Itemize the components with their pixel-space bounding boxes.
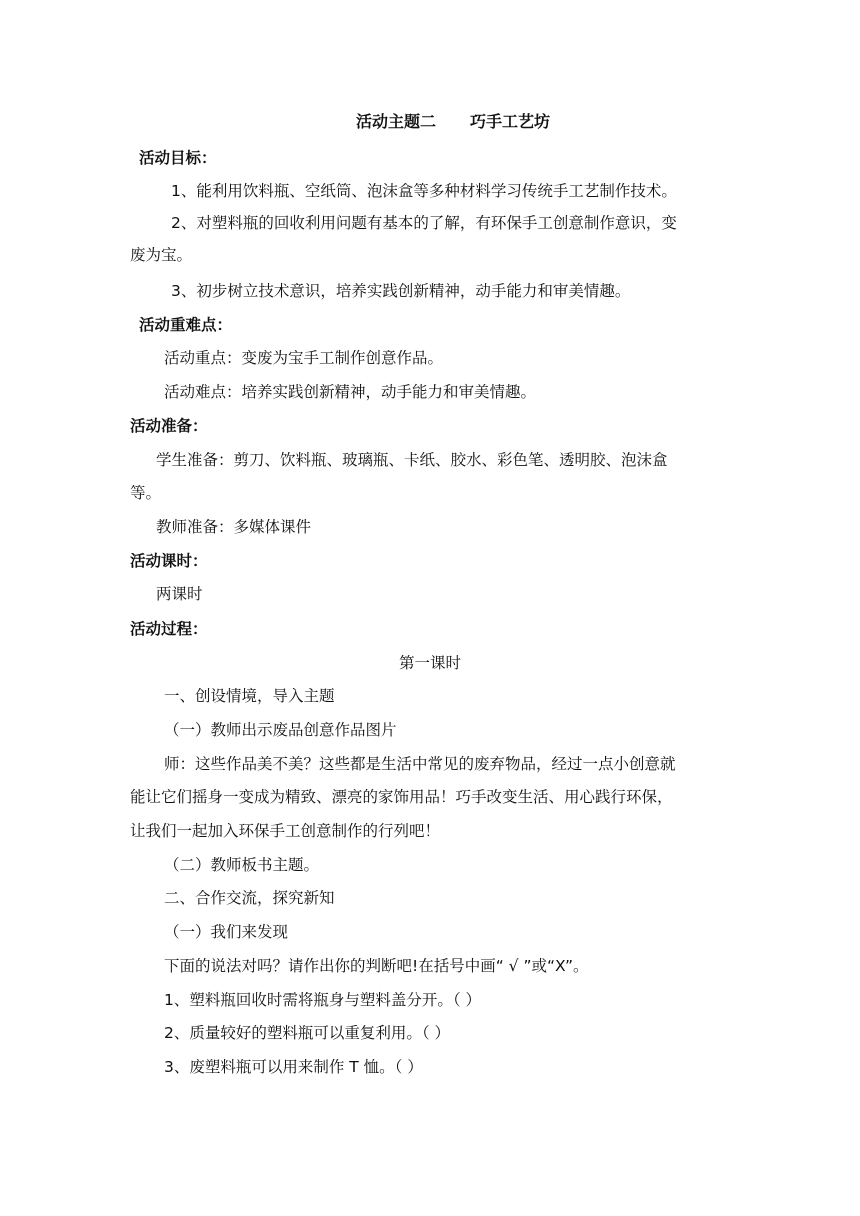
section-1-heading: 一、创设情境，导入主题 bbox=[164, 687, 335, 705]
goals-heading: 活动目标： bbox=[139, 149, 217, 167]
goal-3: 3、初步树立技术意识，培养实践创新精神，动手能力和审美情趣。 bbox=[171, 282, 631, 300]
judgement-item-1: 1、塑料瓶回收时需将瓶身与塑料盖分开。（ ） bbox=[164, 991, 482, 1009]
hours-value: 两课时 bbox=[156, 585, 203, 603]
prep-student-line-2: 等。 bbox=[130, 484, 162, 502]
hours-heading: 活动课时： bbox=[130, 552, 208, 570]
section-1a: （一）教师出示废品创意作品图片 bbox=[164, 721, 397, 739]
keypoint-difficult: 活动难点：培养实践创新精神，动手能力和审美情趣。 bbox=[164, 383, 537, 401]
title-main: 活动主题二 bbox=[356, 112, 437, 131]
goal-1: 1、能利用饮料瓶、空纸筒、泡沫盒等多种材料学习传统手工艺制作技术。 bbox=[171, 182, 677, 200]
goal-2-line-2: 废为宝。 bbox=[130, 246, 193, 264]
prep-teacher: 教师准备：多媒体课件 bbox=[156, 518, 312, 536]
teacher-text-line-3: 让我们一起加入环保手工创意制作的行列吧！ bbox=[130, 822, 441, 840]
judgement-question: 下面的说法对吗？请作出你的判断吧!在括号中画“ √ ”或“X”。 bbox=[164, 957, 589, 975]
process-heading: 活动过程： bbox=[130, 620, 208, 638]
teacher-text-line-1: 师：这些作品美不美？这些都是生活中常见的废弃物品，经过一点小创意就 bbox=[164, 755, 676, 773]
judgement-item-2: 2、质量较好的塑料瓶可以重复利用。（ ） bbox=[164, 1024, 451, 1042]
goal-2-line-1: 2、对塑料瓶的回收利用问题有基本的了解，有环保手工创意制作意识，变 bbox=[171, 214, 677, 232]
lesson-1-heading: 第一课时 bbox=[398, 654, 461, 672]
judgement-item-3: 3、废塑料瓶可以用来制作 T 恤。（ ） bbox=[164, 1058, 423, 1076]
keypoints-heading: 活动重难点： bbox=[139, 316, 233, 334]
title-sub: 巧手工艺坊 bbox=[470, 112, 551, 131]
prep-heading: 活动准备： bbox=[130, 417, 208, 435]
prep-student-line-1: 学生准备：剪刀、饮料瓶、玻璃瓶、卡纸、胶水、彩色笔、透明胶、泡沫盒 bbox=[156, 451, 668, 469]
section-2a: （一）我们来发现 bbox=[164, 923, 289, 941]
keypoint-key: 活动重点：变废为宝手工制作创意作品。 bbox=[164, 349, 444, 367]
section-2-heading: 二、合作交流，探究新知 bbox=[164, 889, 335, 907]
section-1b: （二）教师板书主题。 bbox=[164, 856, 320, 874]
teacher-text-line-2: 能让它们摇身一变成为精致、漂亮的家饰用品！巧手改变生活、用心践行环保， bbox=[130, 788, 673, 806]
